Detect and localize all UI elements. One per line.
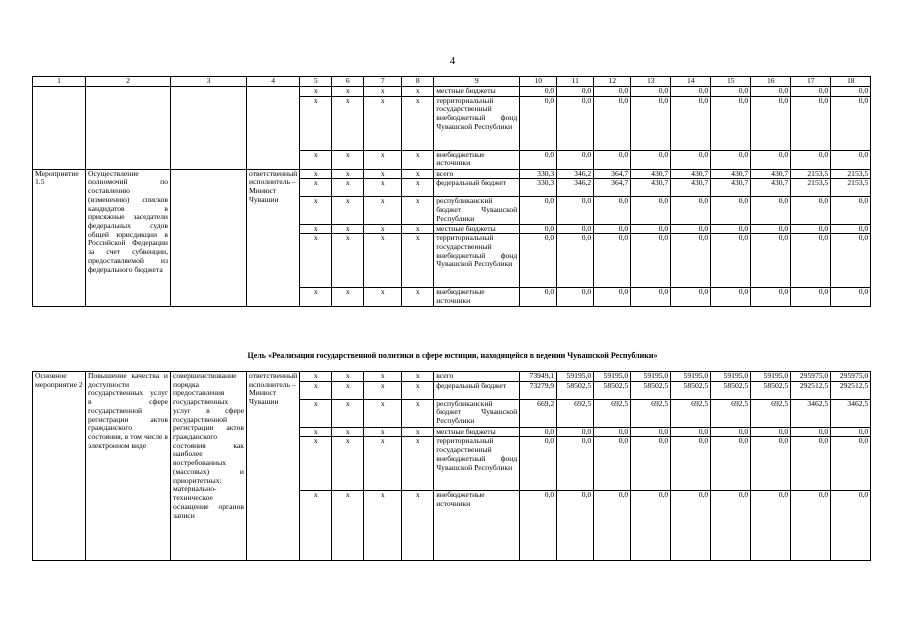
amount-cell: 58502,5 xyxy=(751,381,791,399)
amount-cell: 0,0 xyxy=(671,427,711,437)
amount-cell: 0,0 xyxy=(594,288,631,307)
amount-cell: 0,0 xyxy=(594,491,631,561)
code-cell: x xyxy=(364,96,402,150)
amount-cell: 692,5 xyxy=(594,399,631,427)
amount-cell: 0,0 xyxy=(711,234,751,288)
amount-cell: 59195,0 xyxy=(631,372,671,382)
code-cell: x xyxy=(402,87,434,97)
code-cell: x xyxy=(364,399,402,427)
amount-cell: 3462,5 xyxy=(831,399,871,427)
amount-cell: 692,5 xyxy=(557,399,594,427)
amount-cell: 0,0 xyxy=(594,197,631,224)
amount-cell: 0,0 xyxy=(631,96,671,150)
code-cell: x xyxy=(402,150,434,169)
code-cell: x xyxy=(332,150,364,169)
amount-cell: 0,0 xyxy=(831,87,871,97)
amount-cell: 0,0 xyxy=(831,288,871,307)
code-cell: x xyxy=(364,234,402,288)
amount-cell: 0,0 xyxy=(791,491,831,561)
empty-cell xyxy=(86,87,171,170)
amount-cell: 692,5 xyxy=(631,399,671,427)
amount-cell: 0,0 xyxy=(631,197,671,224)
amount-cell: 2153,5 xyxy=(831,169,871,179)
amount-cell: 0,0 xyxy=(751,96,791,150)
measure-executor-cell: ответственный исполнитель – Минюст Чувашии xyxy=(247,169,300,307)
column-number-cell: 1 xyxy=(33,77,86,87)
amount-cell: 364,7 xyxy=(594,169,631,179)
amount-cell: 0,0 xyxy=(671,288,711,307)
amount-cell: 0,0 xyxy=(520,87,557,97)
amount-cell: 692,5 xyxy=(711,399,751,427)
code-cell: x xyxy=(332,197,364,224)
amount-cell: 0,0 xyxy=(791,288,831,307)
column-number-cell: 2 xyxy=(86,77,171,87)
amount-cell: 0,0 xyxy=(831,224,871,234)
column-number-cell: 16 xyxy=(751,77,791,87)
amount-cell: 0,0 xyxy=(520,224,557,234)
amount-cell: 430,7 xyxy=(671,179,711,197)
amount-cell: 0,0 xyxy=(751,427,791,437)
code-cell: x xyxy=(402,96,434,150)
code-cell: x xyxy=(402,437,434,491)
amount-cell: 3462,5 xyxy=(791,399,831,427)
amount-cell: 0,0 xyxy=(520,96,557,150)
amount-cell: 0,0 xyxy=(711,87,751,97)
column-number-cell: 11 xyxy=(557,77,594,87)
funding-source-cell: федеральный бюджет xyxy=(434,381,520,399)
funding-source-cell: местные бюджеты xyxy=(434,427,520,437)
column-number-cell: 13 xyxy=(631,77,671,87)
funding-source-cell: республиканский бюджет Чувашской Республики xyxy=(434,197,520,224)
amount-cell: 2153,5 xyxy=(791,179,831,197)
amount-cell: 0,0 xyxy=(631,491,671,561)
funding-source-cell: всего xyxy=(434,169,520,179)
amount-cell: 0,0 xyxy=(831,491,871,561)
column-number-cell: 12 xyxy=(594,77,631,87)
amount-cell: 0,0 xyxy=(791,197,831,224)
code-cell: x xyxy=(300,399,332,427)
amount-cell: 0,0 xyxy=(751,288,791,307)
amount-cell: 0,0 xyxy=(791,150,831,169)
amount-cell: 0,0 xyxy=(711,288,751,307)
measure-name-cell: Повышение качества и доступности государственных услуг в сфере государственной регистрации актов гражданского состояния, в том числе в электронном виде xyxy=(86,372,171,561)
code-cell: x xyxy=(402,491,434,561)
code-cell: x xyxy=(300,437,332,491)
code-cell: x xyxy=(332,224,364,234)
amount-cell: 58502,5 xyxy=(711,381,751,399)
code-cell: x xyxy=(402,169,434,179)
funding-source-cell: местные бюджеты xyxy=(434,224,520,234)
code-cell: x xyxy=(402,179,434,197)
amount-cell: 430,7 xyxy=(711,169,751,179)
code-cell: x xyxy=(300,372,332,382)
amount-cell: 0,0 xyxy=(631,288,671,307)
amount-cell: 669,2 xyxy=(520,399,557,427)
column-number-cell: 6 xyxy=(332,77,364,87)
empty-cell xyxy=(247,87,300,170)
code-cell: x xyxy=(364,381,402,399)
table-row xyxy=(33,372,871,382)
amount-cell: 0,0 xyxy=(751,224,791,234)
amount-cell: 330,3 xyxy=(520,169,557,179)
amount-cell: 73949,1 xyxy=(520,372,557,382)
amount-cell: 0,0 xyxy=(631,150,671,169)
code-cell: x xyxy=(402,197,434,224)
column-number-cell: 9 xyxy=(434,77,520,87)
amount-cell: 292512,5 xyxy=(791,381,831,399)
amount-cell: 430,7 xyxy=(751,169,791,179)
amount-cell: 0,0 xyxy=(594,234,631,288)
amount-cell: 0,0 xyxy=(631,427,671,437)
code-cell: x xyxy=(402,234,434,288)
amount-cell: 430,7 xyxy=(631,179,671,197)
amount-cell: 0,0 xyxy=(631,87,671,97)
column-number-cell: 5 xyxy=(300,77,332,87)
measure-number-cell: Основное мероприятие 2 xyxy=(33,372,86,561)
code-cell: x xyxy=(300,96,332,150)
amount-cell: 59195,0 xyxy=(594,372,631,382)
amount-cell: 0,0 xyxy=(711,491,751,561)
amount-cell: 0,0 xyxy=(671,87,711,97)
amount-cell: 0,0 xyxy=(520,234,557,288)
amount-cell: 0,0 xyxy=(594,224,631,234)
amount-cell: 0,0 xyxy=(557,224,594,234)
code-cell: x xyxy=(332,491,364,561)
amount-cell: 0,0 xyxy=(831,427,871,437)
amount-cell: 0,0 xyxy=(831,234,871,288)
code-cell: x xyxy=(402,288,434,307)
table-row xyxy=(33,169,871,179)
measure-goal-cell xyxy=(171,169,247,307)
amount-cell: 0,0 xyxy=(520,288,557,307)
code-cell: x xyxy=(364,179,402,197)
amount-cell: 0,0 xyxy=(831,197,871,224)
amount-cell: 0,0 xyxy=(557,427,594,437)
code-cell: x xyxy=(300,234,332,288)
code-cell: x xyxy=(332,372,364,382)
code-cell: x xyxy=(332,381,364,399)
empty-cell xyxy=(33,87,86,170)
amount-cell: 2153,5 xyxy=(791,169,831,179)
amount-cell: 0,0 xyxy=(831,96,871,150)
code-cell: x xyxy=(364,288,402,307)
code-cell: x xyxy=(364,427,402,437)
code-cell: x xyxy=(364,491,402,561)
amount-cell: 364,7 xyxy=(594,179,631,197)
program-table-part-2 xyxy=(32,371,871,561)
amount-cell: 0,0 xyxy=(791,87,831,97)
funding-source-cell: территориальный государственный внебюджетный фонд Чувашской Республики xyxy=(434,437,520,491)
amount-cell: 0,0 xyxy=(557,150,594,169)
amount-cell: 0,0 xyxy=(751,234,791,288)
amount-cell: 0,0 xyxy=(631,437,671,491)
amount-cell: 0,0 xyxy=(557,96,594,150)
code-cell: x xyxy=(332,87,364,97)
amount-cell: 0,0 xyxy=(594,150,631,169)
amount-cell: 295975,0 xyxy=(791,372,831,382)
column-number-cell: 14 xyxy=(671,77,711,87)
funding-source-cell: внебюджетные источники xyxy=(434,288,520,307)
amount-cell: 0,0 xyxy=(594,96,631,150)
code-cell: x xyxy=(300,169,332,179)
amount-cell: 0,0 xyxy=(751,150,791,169)
amount-cell: 0,0 xyxy=(711,197,751,224)
column-number-cell: 15 xyxy=(711,77,751,87)
amount-cell: 0,0 xyxy=(520,427,557,437)
amount-cell: 0,0 xyxy=(831,150,871,169)
funding-source-cell: республиканский бюджет Чувашской Республики xyxy=(434,399,520,427)
amount-cell: 430,7 xyxy=(711,179,751,197)
column-number-cell: 10 xyxy=(520,77,557,87)
code-cell: x xyxy=(300,288,332,307)
amount-cell: 430,7 xyxy=(751,179,791,197)
column-number-cell: 7 xyxy=(364,77,402,87)
amount-cell: 58502,5 xyxy=(594,381,631,399)
page-number: 4 xyxy=(449,55,456,67)
amount-cell: 0,0 xyxy=(751,87,791,97)
amount-cell: 0,0 xyxy=(711,96,751,150)
funding-source-cell: внебюджетные источники xyxy=(434,491,520,561)
amount-cell: 73279,9 xyxy=(520,381,557,399)
amount-cell: 0,0 xyxy=(671,234,711,288)
measure-number-cell: Мероприятие 1.5 xyxy=(33,169,86,307)
amount-cell: 0,0 xyxy=(711,150,751,169)
code-cell: x xyxy=(300,381,332,399)
funding-source-cell: федеральный бюджет xyxy=(434,179,520,197)
amount-cell: 0,0 xyxy=(791,427,831,437)
amount-cell: 0,0 xyxy=(520,437,557,491)
amount-cell: 0,0 xyxy=(831,437,871,491)
amount-cell: 0,0 xyxy=(711,437,751,491)
amount-cell: 0,0 xyxy=(751,197,791,224)
amount-cell: 0,0 xyxy=(751,437,791,491)
code-cell: x xyxy=(300,224,332,234)
amount-cell: 0,0 xyxy=(557,87,594,97)
amount-cell: 0,0 xyxy=(520,491,557,561)
code-cell: x xyxy=(402,427,434,437)
code-cell: x xyxy=(332,234,364,288)
amount-cell: 0,0 xyxy=(520,197,557,224)
code-cell: x xyxy=(300,179,332,197)
code-cell: x xyxy=(300,491,332,561)
measure-executor-cell: ответственный исполнитель – Минюст Чувашии xyxy=(247,372,300,561)
amount-cell: 2153,5 xyxy=(831,179,871,197)
amount-cell: 292512,5 xyxy=(831,381,871,399)
column-number-cell: 18 xyxy=(831,77,871,87)
code-cell: x xyxy=(364,437,402,491)
code-cell: x xyxy=(364,87,402,97)
amount-cell: 59195,0 xyxy=(751,372,791,382)
code-cell: x xyxy=(332,288,364,307)
amount-cell: 0,0 xyxy=(671,224,711,234)
amount-cell: 0,0 xyxy=(594,437,631,491)
amount-cell: 0,0 xyxy=(671,491,711,561)
amount-cell: 0,0 xyxy=(671,437,711,491)
code-cell: x xyxy=(300,197,332,224)
amount-cell: 0,0 xyxy=(557,197,594,224)
amount-cell: 295975,0 xyxy=(831,372,871,382)
amount-cell: 0,0 xyxy=(557,437,594,491)
funding-source-cell: всего xyxy=(434,372,520,382)
funding-source-cell: местные бюджеты xyxy=(434,87,520,97)
code-cell: x xyxy=(332,437,364,491)
code-cell: x xyxy=(300,87,332,97)
code-cell: x xyxy=(300,427,332,437)
code-cell: x xyxy=(364,197,402,224)
amount-cell: 0,0 xyxy=(791,96,831,150)
program-table-part-1 xyxy=(32,76,871,307)
amount-cell: 0,0 xyxy=(791,437,831,491)
amount-cell: 0,0 xyxy=(631,234,671,288)
code-cell: x xyxy=(332,96,364,150)
amount-cell: 0,0 xyxy=(557,491,594,561)
code-cell: x xyxy=(364,372,402,382)
amount-cell: 0,0 xyxy=(520,150,557,169)
amount-cell: 59195,0 xyxy=(711,372,751,382)
amount-cell: 0,0 xyxy=(594,427,631,437)
code-cell: x xyxy=(402,372,434,382)
amount-cell: 0,0 xyxy=(711,224,751,234)
goal-heading: Цель «Реализация государственной политики в сфере юстиции, находящейся в ведении Чувашской Республики» xyxy=(247,351,658,360)
amount-cell: 0,0 xyxy=(557,288,594,307)
amount-cell: 58502,5 xyxy=(631,381,671,399)
amount-cell: 346,2 xyxy=(557,179,594,197)
code-cell: x xyxy=(402,224,434,234)
amount-cell: 0,0 xyxy=(557,234,594,288)
code-cell: x xyxy=(332,427,364,437)
amount-cell: 0,0 xyxy=(791,224,831,234)
column-number-cell: 4 xyxy=(247,77,300,87)
amount-cell: 58502,5 xyxy=(671,381,711,399)
amount-cell: 58502,5 xyxy=(557,381,594,399)
column-number-cell: 3 xyxy=(171,77,247,87)
amount-cell: 430,7 xyxy=(671,169,711,179)
amount-cell: 692,5 xyxy=(671,399,711,427)
code-cell: x xyxy=(402,381,434,399)
code-cell: x xyxy=(364,169,402,179)
code-cell: x xyxy=(300,150,332,169)
amount-cell: 0,0 xyxy=(751,491,791,561)
code-cell: x xyxy=(364,150,402,169)
column-number-cell: 8 xyxy=(402,77,434,87)
column-number-cell: 17 xyxy=(791,77,831,87)
measure-goal-cell: совершенствование порядка предоставления государственных услуг в сфере государственной регистрации актов гражданского состояния как наиболее востребованных (массовых) и приоритетных: материально-техническое оснащение органов записи xyxy=(171,372,247,561)
code-cell: x xyxy=(332,169,364,179)
funding-source-cell: территориальный государственный внебюджетный фонд Чувашской Республики xyxy=(434,234,520,288)
amount-cell: 430,7 xyxy=(631,169,671,179)
amount-cell: 0,0 xyxy=(594,87,631,97)
header-row xyxy=(33,77,871,87)
amount-cell: 330,3 xyxy=(520,179,557,197)
code-cell: x xyxy=(332,179,364,197)
amount-cell: 0,0 xyxy=(791,234,831,288)
measure-name-cell: Осуществление полномочий по составлению (изменению) списков кандидатов в присяжные заседатели федеральных судов общей юрисдикции в Российской Федерации за счет субвенции, предоставляемой из федерального бюджета xyxy=(86,169,171,307)
code-cell: x xyxy=(332,399,364,427)
table-row xyxy=(33,87,871,97)
funding-source-cell: внебюджетные источники xyxy=(434,150,520,169)
amount-cell: 59195,0 xyxy=(671,372,711,382)
amount-cell: 0,0 xyxy=(671,197,711,224)
amount-cell: 346,2 xyxy=(557,169,594,179)
amount-cell: 59195,0 xyxy=(557,372,594,382)
amount-cell: 0,0 xyxy=(631,224,671,234)
funding-source-cell: территориальный государственный внебюджетный фонд Чувашской Республики xyxy=(434,96,520,150)
amount-cell: 0,0 xyxy=(671,96,711,150)
amount-cell: 0,0 xyxy=(671,150,711,169)
code-cell: x xyxy=(364,224,402,234)
amount-cell: 0,0 xyxy=(711,427,751,437)
amount-cell: 692,5 xyxy=(751,399,791,427)
code-cell: x xyxy=(402,399,434,427)
empty-cell xyxy=(171,87,247,170)
